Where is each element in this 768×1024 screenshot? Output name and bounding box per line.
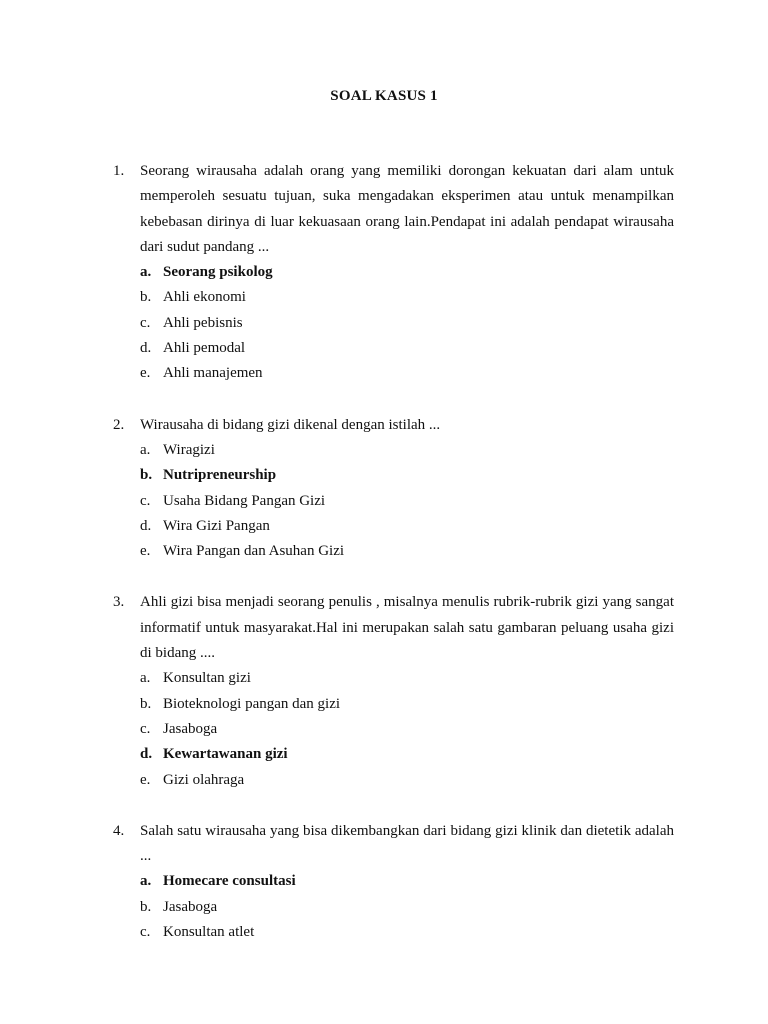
option-letter: e. [140, 543, 151, 560]
option-a [140, 666, 674, 691]
option-text: Ahli pemodal [163, 340, 246, 357]
option-text: Kewartawanan gizi [163, 746, 288, 763]
question-3 [113, 590, 674, 792]
option-letter: b. [140, 289, 152, 306]
question-4 [113, 819, 674, 945]
option-d [140, 514, 674, 539]
option-text: Gizi olahraga [163, 771, 245, 788]
option-letter: a. [140, 873, 152, 890]
option-letter: c. [140, 492, 151, 509]
option-c [140, 717, 674, 742]
option-c [140, 311, 674, 336]
option-text: Usaha Bidang Pangan Gizi [163, 492, 326, 509]
option-d [140, 336, 674, 361]
question-number: 1. [113, 163, 125, 179]
option-text: Ahli pebisnis [163, 314, 243, 331]
question-1 [113, 159, 674, 387]
question-2 [113, 413, 674, 565]
option-text: Konsultan atlet [163, 924, 255, 941]
option-e [140, 768, 674, 793]
option-list [140, 438, 674, 564]
option-text: Jasaboga [163, 898, 218, 915]
option-text: Ahli manajemen [163, 365, 263, 382]
option-letter: c. [140, 924, 151, 941]
question-text: Wirausaha di bidang gizi dikenal dengan istilah ... [140, 416, 441, 433]
option-text: Nutripreneurship [163, 467, 277, 484]
option-letter: e. [140, 771, 151, 788]
question-row [113, 590, 674, 666]
option-text: Jasaboga [163, 720, 218, 737]
option-e [140, 361, 674, 386]
option-letter: d. [140, 746, 153, 763]
question-row [113, 159, 674, 260]
option-list [140, 260, 674, 386]
option-c [140, 920, 674, 945]
option-list [140, 666, 674, 792]
question-row [113, 819, 674, 870]
page-title: SOAL KASUS 1 [330, 88, 438, 104]
option-b [140, 895, 674, 920]
option-text: Konsultan gizi [163, 670, 251, 687]
option-letter: c. [140, 314, 151, 331]
option-text: Wiragizi [163, 441, 215, 458]
option-letter: b. [140, 467, 153, 484]
option-d [140, 742, 674, 767]
option-letter: c. [140, 720, 151, 737]
option-letter: d. [140, 517, 152, 534]
option-text: Homecare consultasi [163, 873, 296, 890]
question-text: Ahli gizi bisa menjadi seorang penulis , misalnya menulis rubrik-rubrik gizi yang sangat informatif untuk masyarakat.Hal ini merupakan salah satu gambaran peluang usaha gizi di bidang .... [140, 594, 674, 662]
option-letter: a. [140, 441, 151, 458]
option-letter: a. [140, 264, 152, 281]
option-a [140, 438, 674, 463]
option-text: Wira Pangan dan Asuhan Gizi [163, 543, 345, 560]
option-b [140, 285, 674, 310]
option-e [140, 539, 674, 564]
option-text: Wira Gizi Pangan [163, 517, 270, 534]
option-c [140, 489, 674, 514]
option-a [140, 869, 674, 894]
option-b [140, 463, 674, 488]
question-list [113, 159, 674, 971]
question-number: 3. [113, 594, 125, 611]
option-letter: a. [140, 670, 151, 687]
option-text: Ahli ekonomi [163, 289, 246, 306]
option-text: Seorang psikolog [163, 264, 273, 281]
question-text: Salah satu wirausaha yang bisa dikembangkan dari bidang gizi klinik dan dietetik adalah ... [140, 822, 674, 865]
option-a [140, 260, 674, 285]
question-number: 4. [113, 822, 125, 839]
option-b [140, 692, 674, 717]
question-number: 2. [113, 416, 125, 433]
option-list [140, 869, 674, 945]
question-row [113, 413, 674, 438]
option-letter: b. [140, 695, 152, 712]
option-text: Bioteknologi pangan dan gizi [163, 695, 341, 712]
option-letter: e. [140, 365, 151, 382]
option-letter: b. [140, 898, 152, 915]
question-text: Seorang wirausaha adalah orang yang memiliki dorongan kekuatan dari alam untuk memperoleh sesuatu tujuan, suka mengadakan eksperimen atau untuk menampilkan kebebasan dirinya di luar kekuasaan orang lain.Pendapat ini adalah pendapat wirausaha dari sudut pandang ... [140, 163, 674, 255]
option-letter: d. [140, 340, 152, 357]
